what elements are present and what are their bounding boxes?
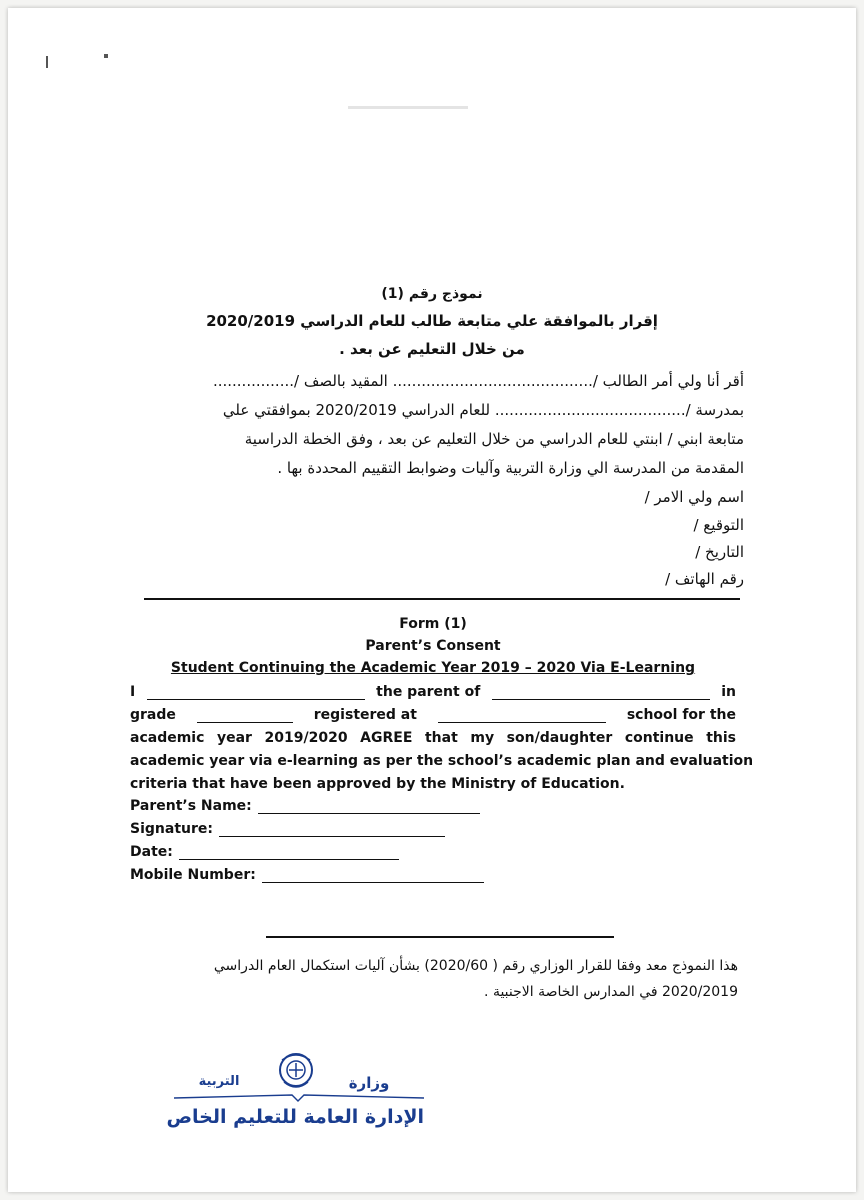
date-blank [179,845,399,860]
parent-name-blank [258,799,480,814]
parent-name-label: Parent’s Name: [130,798,252,814]
date-field [130,844,399,860]
english-line1-word3: in [721,684,736,700]
arabic-date-label: التاريخ / [695,543,744,561]
english-line3: academic year 2019/2020 AGREE that my son/daughter continue this [130,730,736,746]
student-blank [492,685,710,700]
parent-blank [147,685,365,700]
english-line2-word3: school for the [626,707,736,723]
arabic-title-line2: من خلال التعليم عن بعد . [339,340,525,358]
arabic-form-number: نموذج رقم (1) [381,286,483,302]
arabic-phone-label: رقم الهاتف / [665,570,744,588]
mobile-field [130,867,484,883]
english-form-number: Form (1) [399,616,467,632]
parent-name-field [130,798,480,814]
logo-education-text: التربية [198,1074,240,1089]
footer-note-line2: 2020/2019 في المدارس الخاصة الاجنبية . [484,984,738,1000]
mobile-blank [262,868,484,883]
english-line2-word2: registered at [313,707,417,723]
english-line4: academic year via e-learning as per the school’s academic plan and evaluation [130,753,754,769]
section-divider [144,598,740,600]
document-page [8,8,856,1192]
date-label: Date: [130,844,173,860]
arabic-guardian-name-label: اسم ولي الامر / [644,488,744,506]
arabic-title-line1: إقرار بالموافقة علي متابعة طالب للعام الدراسي 2020/2019 [206,312,658,330]
english-subtitle: Parent’s Consent [365,638,501,654]
english-line2-word1: grade [130,707,176,723]
english-line2 [130,707,736,723]
scan-speck [46,56,48,68]
english-line5: criteria that have been approved by the Ministry of Education. [130,776,625,792]
arabic-body-line1: أقر أنا ولي أمر الطالب /.......................................... المقيد بالصف /................. [212,372,744,390]
signature-label: Signature: [130,821,213,837]
mobile-label: Mobile Number: [130,867,256,883]
ministry-logo [166,1048,454,1138]
english-line1 [130,684,736,700]
footer-divider [266,936,614,938]
logo-underline-icon [174,1094,424,1102]
arabic-body-line3: متابعة ابني / ابنتي للعام الدراسي من خلال التعليم عن بعد ، وفق الخطة الدراسية [244,430,744,448]
arabic-signature-label: التوقيع / [693,516,744,534]
signature-blank [219,822,445,837]
school-blank [438,708,606,723]
english-line1-word1: I [130,684,136,700]
logo-ministry-text: وزارة [348,1074,390,1092]
signature-field [130,821,445,837]
english-title: Student Continuing the Academic Year 2019 – 2020 Via E-Learning [170,660,696,676]
footer-note-line1: هذا النموذج معد وفقا للقرار الوزاري رقم ( 2020/60) بشأن آليات استكمال العام الدراسي [213,958,738,974]
scan-smudge [348,106,468,109]
scan-speck [104,54,108,58]
english-line1-word2: the parent of [376,684,481,700]
grade-blank [197,708,293,723]
arabic-body-line4: المقدمة من المدرسة الي وزارة التربية وآليات وضوابط التقييم المحددة بها . [277,459,744,477]
ministry-emblem-icon [272,1048,320,1098]
arabic-body-line2: بمدرسة /........................................ للعام الدراسي 2020/2019 بموافقتي علي [222,401,744,419]
logo-department-text: الإدارة العامة للتعليم الخاص [166,1106,424,1128]
